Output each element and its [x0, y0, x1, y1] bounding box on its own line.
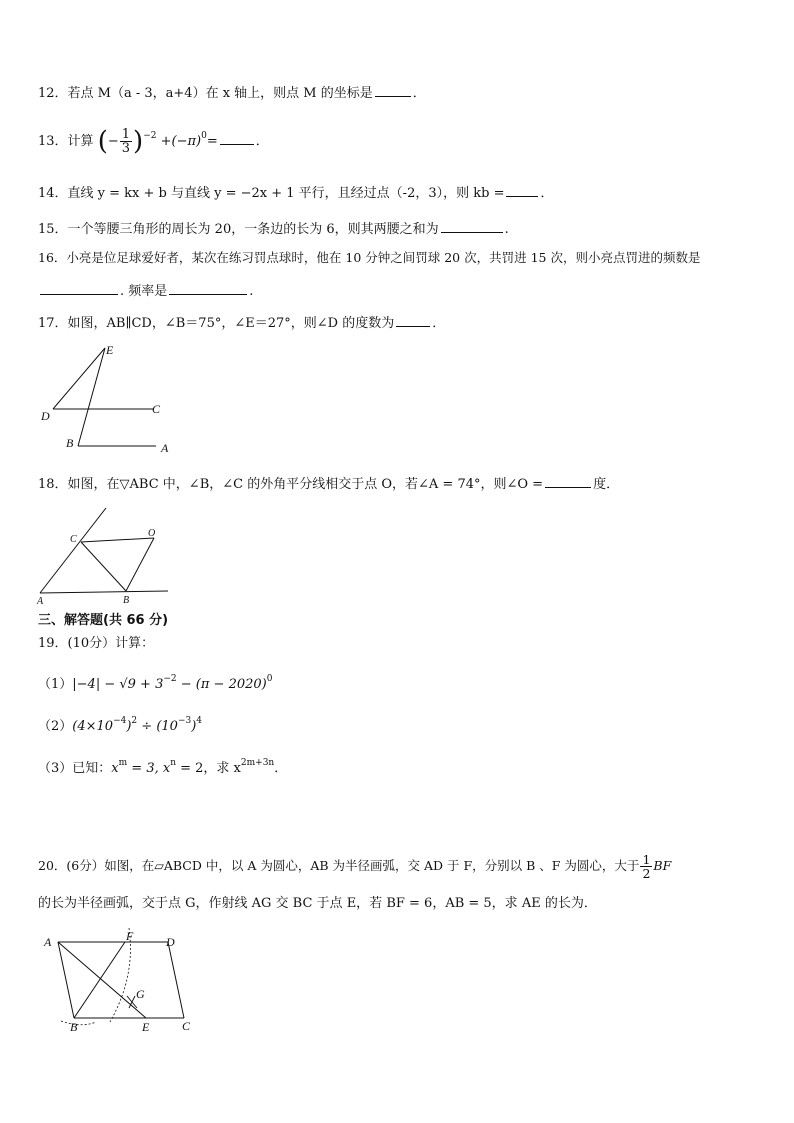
q17-label-b: B [66, 436, 74, 450]
q19-p1-label: （1） [38, 677, 73, 692]
q19-p2-close: ) [191, 719, 197, 734]
q12-text: 12．若点 M（a - 3，a+4）在 x 轴上，则点 M 的坐标是 [38, 86, 373, 101]
q18-label-a: A [37, 596, 44, 607]
q19-p2-div: ÷ (10 [137, 719, 178, 734]
q16-end: . [249, 284, 254, 299]
q14-text: 14．直线 y = kx + b 与直线 y = −2x + 1 平行，且经过点（-2，3），则 kb = [38, 186, 505, 201]
q13-paren-close: ) [133, 126, 144, 157]
q19-p3-mid: = 3, x [127, 761, 171, 776]
q17-blank[interactable] [396, 312, 430, 327]
q19-p1-exp: −2 [163, 674, 177, 684]
q20-line-dc [168, 942, 184, 1018]
q19-p3-label: （3）已知： [38, 761, 112, 776]
question-19-head [38, 635, 154, 653]
q13-eq: = [206, 134, 218, 149]
q17-label-e: E [106, 343, 114, 357]
q15-blank[interactable] [441, 218, 503, 233]
q20-fraction [640, 853, 652, 880]
q18-line-cb [81, 542, 126, 591]
q19-p2-e3: −3 [177, 716, 192, 726]
q20-label-a: A [44, 935, 52, 949]
q18-line-co [81, 538, 154, 542]
q13-paren-open: ( [97, 126, 108, 157]
q20-frac-den: 2 [642, 866, 651, 881]
q20-label-c: C [182, 1019, 191, 1033]
q12-blank[interactable] [375, 82, 411, 97]
q18-line-bo [126, 538, 154, 591]
q20-figure [36, 926, 206, 1036]
q19-p2-mid: ) [126, 719, 132, 734]
q20-frac-num: 1 [642, 852, 651, 867]
q17-label-d: D [41, 409, 50, 423]
q17-line-de [53, 348, 105, 409]
q13-mid: +(−π) [160, 134, 202, 149]
q13-fraction [120, 128, 132, 155]
q18-line-ab-ext [40, 591, 168, 593]
q13-prefix: 13．计算 [38, 134, 94, 149]
q16-mid: . 频率是 [120, 284, 168, 299]
q18-label-b: B [123, 595, 130, 606]
q19-p3-e1: m [118, 758, 128, 768]
q19-p2-e1: −4 [113, 716, 127, 726]
q20-label-g: G [136, 987, 145, 1001]
question-20-line2 [38, 895, 597, 913]
q18-blank[interactable] [545, 473, 591, 488]
q19-p3-expr: x [111, 761, 119, 776]
q20-label-b: B [70, 1020, 78, 1034]
q19-head: 19．(10分）计算： [38, 636, 155, 651]
q17-label-a: A [161, 441, 169, 455]
q13-exp1: −2 [143, 131, 157, 141]
q14-blank[interactable] [506, 182, 538, 197]
q19-p1-tail: − (π − 2020) [176, 677, 267, 692]
q17-label-c: C [152, 402, 161, 416]
q20-line2-text: 的长为半径画弧，交于点 G，作射线 AG 交 BC 于点 E，若 BF = 6，AB = 5，求 AE 的长为． [38, 896, 597, 911]
question-15 [38, 218, 509, 239]
question-16-line2 [38, 280, 253, 301]
q13-num: 1 [121, 127, 131, 142]
q13-end: ． [255, 134, 269, 149]
question-19-part1 [38, 670, 272, 694]
q19-p2-e4: 4 [196, 716, 203, 726]
q17-text: 17．如图，AB∥CD，∠B＝75°，∠E＝27°，则∠D 的度数为 [38, 316, 395, 331]
q12-end: ． [412, 86, 426, 101]
q17-line-be [78, 348, 105, 446]
q15-text: 15．一个等腰三角形的周长为 20，一条边的长为 6，则其两腰之和为 [38, 222, 439, 237]
q19-p3-tail: = 2，求 x [176, 761, 241, 776]
q20-line1-text: 20．(6分）如图，在▱ABCD 中，以 A 为圆心，AB 为半径画弧，交 AD 于 F，分别以 B 、F 为圆心，大于 [38, 858, 640, 873]
q19-p2-expr: (4×10 [72, 719, 114, 734]
q20-label-e: E [142, 1020, 150, 1034]
question-19-part3 [38, 754, 287, 778]
q18-text: 18．如图，在▽ABC 中，∠B，∠C 的外角平分线相交于点 O，若∠A = 74°，则∠O = [38, 477, 544, 492]
q13-exp2: 0 [201, 131, 207, 141]
q20-arc-b [61, 1021, 96, 1025]
q20-label-d: D [166, 935, 175, 949]
q13-den: 3 [121, 141, 131, 156]
q14-end: ． [540, 186, 554, 201]
q13-blank[interactable] [220, 130, 254, 145]
question-18 [38, 473, 619, 494]
question-12 [38, 82, 426, 103]
q19-p3-e2: n [170, 758, 176, 768]
q13-minus: − [107, 134, 119, 149]
question-19-part2 [38, 712, 202, 736]
q18-label-o: O [148, 528, 156, 539]
q18-line-ac-ext [40, 508, 106, 593]
q19-p3-e3: 2m+3n [240, 758, 275, 768]
q15-end: . [504, 222, 509, 237]
question-17 [38, 312, 445, 333]
q17-figure [36, 340, 186, 460]
q19-p2-label: （2） [38, 719, 73, 734]
q18-label-c: C [70, 534, 77, 545]
question-20-line1 [38, 852, 671, 880]
q16-blank-frequency[interactable] [40, 280, 118, 295]
q16-blank-rate[interactable] [169, 280, 247, 295]
q19-p1-exp2: 0 [266, 674, 273, 684]
q16-text: 16．小亮是位足球爱好者，某次在练习罚点球时，他在 10 分钟之间罚球 20 次，共罚进 15 次，则小亮点罚进的频数是 [38, 250, 701, 265]
q20-label-f: F [126, 929, 134, 943]
q17-end: ． [432, 316, 446, 331]
q18-figure [36, 500, 176, 608]
section-title: 三、解答题(共 66 分) [38, 613, 169, 628]
question-16-line1 [38, 249, 700, 267]
q20-line1-bf: BF [653, 858, 672, 873]
question-13 [38, 122, 269, 156]
q19-p2-e2: 2 [131, 716, 138, 726]
q18-end: 度． [593, 477, 620, 492]
q19-p3-end: ． [274, 761, 288, 776]
question-14 [38, 182, 554, 203]
q19-p1-expr: |−4| − √9 + 3 [72, 677, 164, 692]
